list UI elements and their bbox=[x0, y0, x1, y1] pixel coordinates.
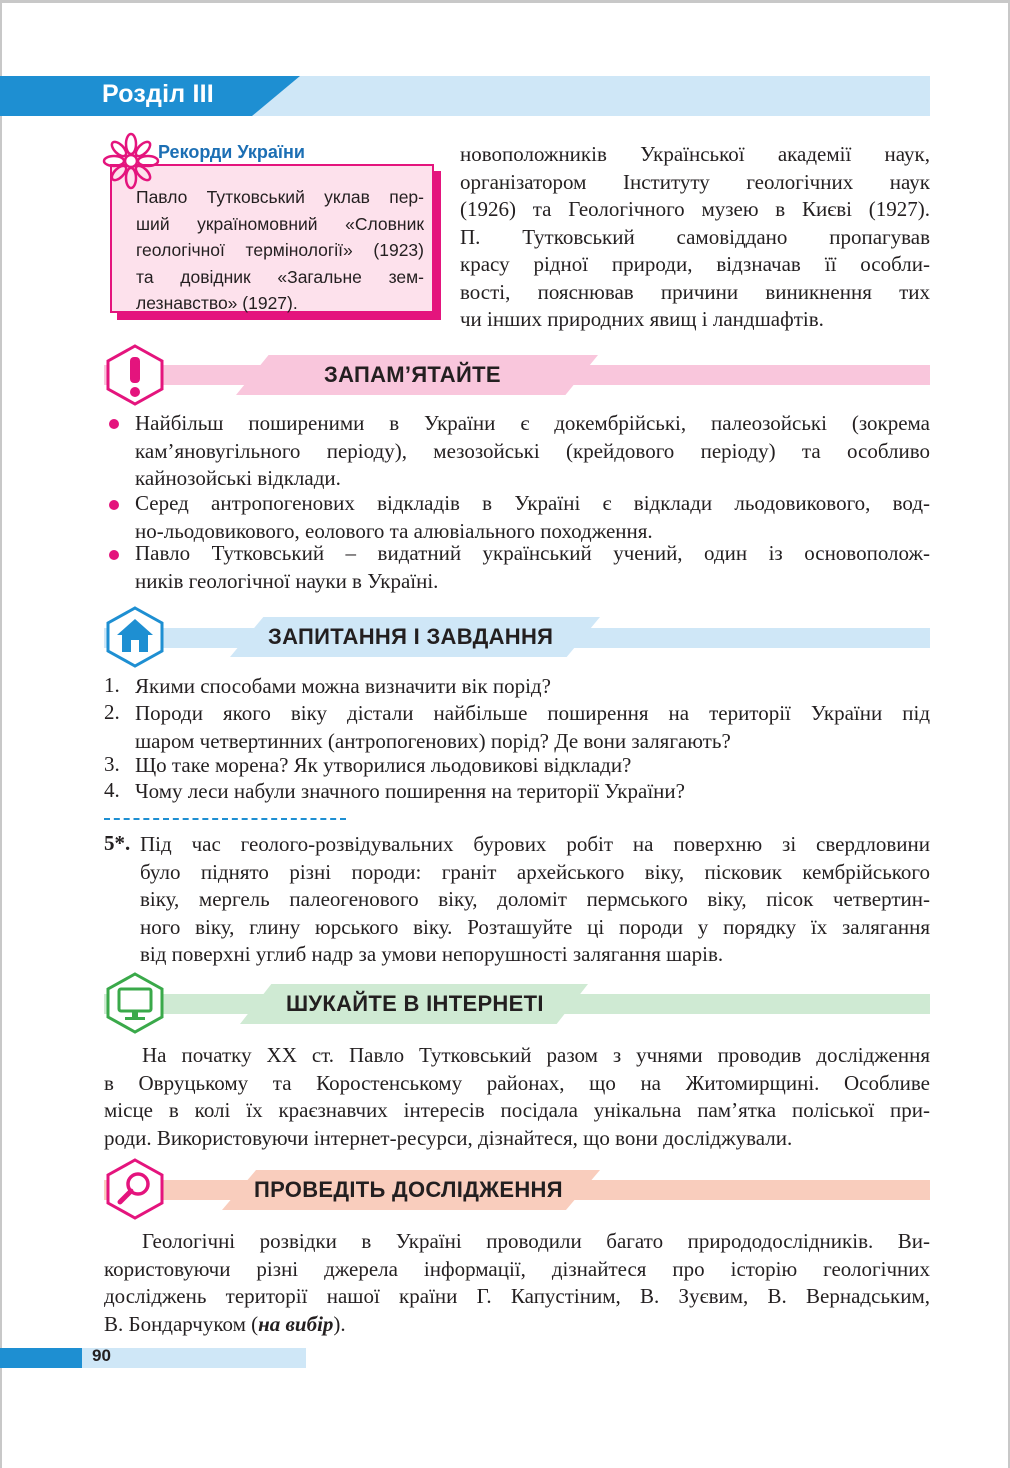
question-number: 4. bbox=[104, 778, 120, 802]
dashed-separator bbox=[104, 818, 346, 820]
records-line: лезнавство» (1927). bbox=[136, 293, 298, 313]
intro-line: організатором Інституту геологічних наук bbox=[460, 169, 930, 194]
internet-title: ШУКАЙТЕ В ІНТЕРНЕТІ bbox=[286, 991, 544, 1016]
remember-item bbox=[135, 540, 930, 595]
internet-line: На початку XX ст. Павло Тутковський разом з учнями проводив дослідження bbox=[142, 1043, 930, 1067]
remember-line: Найбільш поширеними в України є докембрійські, палеозойські (зокрема bbox=[135, 411, 930, 435]
records-line: геологічної термінології» (1923) bbox=[136, 240, 424, 260]
research-last-start: В. Бондарчуком ( bbox=[104, 1311, 259, 1336]
question-item bbox=[135, 752, 930, 780]
question-number: 2. bbox=[104, 700, 120, 724]
flower-icon bbox=[102, 132, 160, 190]
page-number: 90 bbox=[92, 1346, 111, 1365]
question-item bbox=[135, 700, 930, 755]
research-last-end: ). bbox=[333, 1311, 346, 1336]
internet-paragraph-rest bbox=[104, 1070, 930, 1153]
remember-line: но-льодовикового, еолового та алювіального походження. bbox=[135, 518, 653, 543]
question-number: 3. bbox=[104, 752, 120, 776]
intro-line: (1926) та Геологічного музею в Києві (1927). bbox=[460, 197, 930, 221]
intro-line: новоположників Української академії наук, bbox=[460, 142, 930, 166]
remember-line: Павло Тутковський – видатний український учений, один із основополож- bbox=[135, 541, 930, 565]
records-line: та довідник «Загальне зем- bbox=[136, 266, 424, 287]
research-choice: на вибір bbox=[258, 1311, 334, 1336]
internet-paragraph bbox=[104, 1042, 930, 1070]
remember-line: Серед антропогенових відкладів в Україні є відклади льодовикового, вод- bbox=[135, 491, 930, 515]
question-item bbox=[135, 778, 930, 806]
task-line: віку, мергель палеогенового віку, доломіт пермського віку, пісок четвертин- bbox=[140, 887, 930, 911]
task-line: від поверхні углиб надр за умови непорушності залягання шарів. bbox=[140, 942, 724, 966]
bullet-dot bbox=[109, 500, 119, 510]
research-line: користовуючи різні джерела інформації, дізнайтеся про історію геологічних bbox=[104, 1256, 930, 1281]
remember-title: ЗАПАМ’ЯТАЙТЕ bbox=[324, 362, 501, 387]
question-number: 1. bbox=[104, 673, 120, 697]
intro-line: красу рідної природи, відзначав її особли- bbox=[460, 252, 930, 276]
task-line: Під час геолого-розвідувальних бурових робіт на поверхню зі свердловини bbox=[140, 832, 930, 856]
records-line: ший україномовний «Словник bbox=[136, 213, 424, 234]
remember-item bbox=[135, 410, 930, 493]
bullet-dot bbox=[109, 419, 119, 429]
magnifier-icon bbox=[104, 1158, 166, 1220]
intro-line: П. Тутковський самовіддано пропагував bbox=[460, 224, 930, 249]
research-line-last bbox=[104, 1311, 930, 1339]
remember-item bbox=[135, 490, 930, 545]
bullet-dot bbox=[109, 550, 119, 560]
question-item bbox=[135, 673, 930, 701]
task-line: ного віку, глину юрського віку. Розташуйте ці породи у порядку їх залягання bbox=[140, 914, 930, 939]
question-line: Чому леси набули значного поширення на території України? bbox=[135, 779, 685, 803]
intro-line: чи інших природних явищ і ландшафтів. bbox=[460, 307, 824, 331]
internet-line: в Овруцькому та Коростенському районах, що на Житомирщині. Особливе bbox=[104, 1070, 930, 1095]
question-line: Якими способами можна визначити вік порід? bbox=[135, 674, 551, 698]
research-title: ПРОВЕДІТЬ ДОСЛІДЖЕННЯ bbox=[254, 1177, 563, 1202]
research-line: Геологічні розвідки в Україні проводили багато природодослідників. Ви- bbox=[142, 1229, 930, 1253]
page-frame-top bbox=[0, 0, 1010, 3]
remember-line: кам’яновугільного періоду), мезозойські (крейдового періоду) та особливо bbox=[135, 438, 930, 463]
task-five bbox=[140, 831, 930, 969]
monitor-icon bbox=[104, 972, 166, 1034]
remember-line: ників геологічної науки в Україні. bbox=[135, 568, 439, 593]
home-icon bbox=[104, 606, 166, 668]
task-number: 5*. bbox=[104, 831, 131, 855]
research-line: досліджень території нашої країни Г. Капустіним, В. Зуєвим, В. Вернадським, bbox=[104, 1284, 930, 1308]
records-line: Павло Тутковський уклав пер- bbox=[136, 187, 424, 207]
internet-line: роди. Використовуючи інтернет-ресурси, дізнайтеся, що вони досліджували. bbox=[104, 1125, 793, 1150]
records-text bbox=[136, 184, 424, 317]
research-paragraph bbox=[104, 1228, 930, 1256]
page-frame-left bbox=[0, 0, 2, 1468]
question-line: Що таке морена? Як утворилися льодовикові відклади? bbox=[135, 753, 632, 777]
internet-line: місце в колі їх краєзнавчих інтересів посідала унікальна пам’ятка поліської при- bbox=[104, 1098, 930, 1122]
remember-line: кайнозойські відклади. bbox=[135, 466, 341, 490]
intro-line: вості, пояснював причини виникнення тих bbox=[460, 279, 930, 304]
intro-paragraph bbox=[460, 141, 930, 334]
section-title: Розділ III bbox=[102, 80, 214, 108]
questions-title: ЗАПИТАННЯ І ЗАВДАННЯ bbox=[268, 624, 554, 649]
records-heading: Рекорди України bbox=[158, 142, 305, 162]
question-line: шаром четвертинних (антропогенових) порід? Де вони залягають? bbox=[135, 728, 731, 753]
page-number-tab bbox=[0, 1348, 82, 1368]
task-line: було піднято різні породи: граніт архейського віку, пісковик кембрійського bbox=[140, 859, 930, 884]
question-line: Породи якого віку дістали найбільше поширення на території України під bbox=[135, 701, 930, 725]
research-paragraph-rest bbox=[104, 1256, 930, 1339]
exclamation-icon bbox=[104, 344, 166, 406]
